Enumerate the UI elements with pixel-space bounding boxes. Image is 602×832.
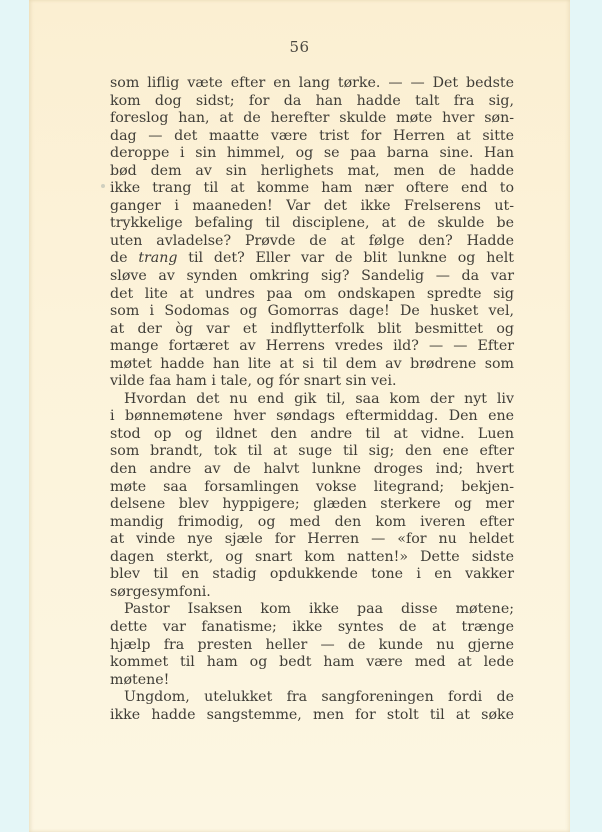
text-line: den andre av de halvt lunkne droges ind; hvert bbox=[110, 461, 514, 478]
text-line: mandig frimodig, og med den kom iveren efter bbox=[110, 513, 514, 530]
text-line: at der òg var et indflytterfolk blit besmittet og bbox=[110, 320, 514, 337]
text-line: at vinde nye sjæle for Herren — «for nu heldet bbox=[110, 531, 514, 548]
text-line: som i Sodomas og Gomorras dage! De husket vel, bbox=[110, 303, 514, 320]
paragraph-start-line: Hvordan det nu end gik til, saa kom der nyt liv bbox=[124, 390, 514, 407]
text-line: som liflig væte efter en lang tørke. — — Det bedste bbox=[110, 75, 514, 91]
text-line: sørgesymfoni. bbox=[110, 583, 211, 600]
text-fragment: til det? Eller var de blit lunkne og helt bbox=[177, 250, 514, 267]
text-line: uten avladelse? Prøvde de at følge den? Hadde bbox=[110, 232, 514, 249]
text-line: møtene! bbox=[110, 671, 170, 688]
text-line: ikke hadde sangstemme, men for stolt til at søke bbox=[110, 706, 514, 723]
text-line: hjælp fra presten heller — de kunde nu gjerne bbox=[110, 636, 514, 653]
text-line: bød dem av sin herlighets mat, men de hadde bbox=[110, 162, 514, 179]
text-line: stod op og ildnet den andre til at vidne. Luen bbox=[110, 425, 514, 442]
text-line: vilde faa ham i tale, og fór snart sin vei. bbox=[110, 373, 397, 390]
text-line: blev til en stadig opdukkende tone i en vakker bbox=[110, 566, 514, 583]
book-page bbox=[29, 0, 570, 832]
paragraph-start-line: Ungdom, utelukket fra sangforeningen fordi de bbox=[124, 689, 514, 706]
text-line: mange fortæret av Herrens vredes ild? — — Efter bbox=[110, 338, 514, 355]
text-line: ganger i maaneden! Var det ikke Frelserens ut- bbox=[110, 197, 514, 214]
text-line: delsene blev hyppigere; glæden sterkere og mer bbox=[110, 496, 514, 513]
text-line: møte saa forsamlingen vokse litegrand; bekjen- bbox=[110, 478, 514, 495]
text-line: dag — det maatte være trist for Herren at sitte bbox=[110, 127, 514, 144]
body-text bbox=[110, 75, 514, 724]
text-line: dette var fanatisme; ikke syntes de at trænge bbox=[110, 618, 514, 635]
page-number: 56 bbox=[289, 38, 310, 56]
text-line: kommet til ham og bedt ham være med at lede bbox=[110, 654, 514, 671]
text-line: møtet hadde han lite at si til dem av brødrene som bbox=[110, 355, 514, 372]
text-line: dagen sterkt, og snart kom natten!» Dette sidste bbox=[110, 548, 514, 565]
text-line-with-italic bbox=[110, 250, 514, 268]
paragraph-start-line: Pastor Isaksen kom ikke paa disse møtene; bbox=[124, 601, 514, 618]
text-line: sløve av synden omkring sig? Sandelig — da var bbox=[110, 268, 514, 285]
text-line: det lite at undres paa om ondskapen spredte sig bbox=[110, 285, 514, 302]
scan-speck bbox=[101, 184, 105, 188]
text-line: ikke trang til at komme ham nær oftere end to bbox=[110, 180, 514, 197]
text-line: deroppe i sin himmel, og se paa barna sine. Han bbox=[110, 145, 514, 162]
text-fragment: de bbox=[110, 250, 139, 267]
text-line: foreslog han, at de herefter skulde møte hver søn- bbox=[110, 110, 514, 127]
text-line: trykkelige befaling til disciplene, at de skulde be bbox=[110, 215, 514, 232]
text-line: som brandt, tok til at suge til sig; den ene efter bbox=[110, 443, 514, 460]
text-line: i bønnemøtene hver søndags eftermiddag. Den ene bbox=[110, 408, 514, 425]
italic-word: trang bbox=[138, 250, 178, 267]
text-line: kom dog sidst; for da han hadde talt fra sig, bbox=[110, 92, 514, 109]
